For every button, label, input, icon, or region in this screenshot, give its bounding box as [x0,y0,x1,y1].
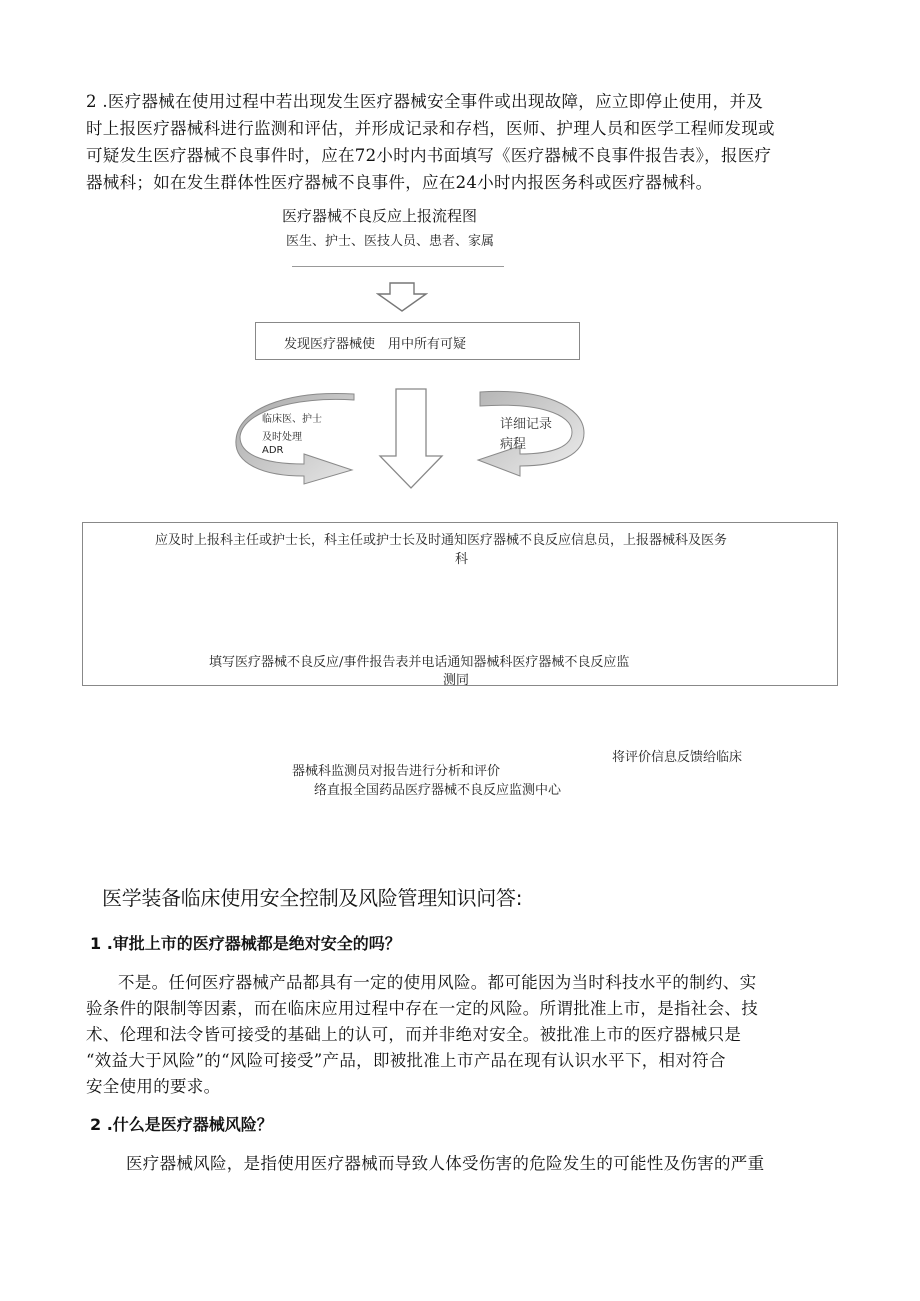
answer-1-line: 术、伦理和法令皆可接受的基础上的认可，而并非绝对安全。被批准上市的医疗器械只是 [86,1025,742,1044]
answer-1-line: 验条件的限制等因素，而在临床应用过程中存在一定的风险。所谓批准上市，是指社会、技 [86,999,758,1018]
intro-line: 器械科；如在发生群体性医疗器械不良事件，应在24小时内报医务科或医疗器械科。 [86,173,713,192]
intro-line: 可疑发生医疗器械不良事件时，应在72小时内书面填写《医疗器械不良事件报告表》，报医疗 [86,146,772,165]
reporters-text: 医生、护士、医技人员、患者、家属 [286,234,495,249]
report-box [82,522,838,686]
answer-1-line: “效益大于风险”的“风险可接受”产品，即被批准上市产品在现有认识水平下，相对符合 [86,1051,726,1070]
left-arc-text [262,413,322,457]
left-arc-line: 及时处理 [262,432,302,443]
intro-line: 2 .医疗器械在使用过程中若出现发生医疗器械安全事件或出现故障，应立即停止使用，并及 [86,92,764,111]
discover-text: 发现医疗器械使 用中所有可疑 [284,337,467,352]
answer-1-line: 不是。任何医疗器械产品都具有一定的使用风险。都可能因为当时科技水平的制约、实 [118,973,757,992]
long-down-arrow-icon [378,388,444,490]
national-report-text: 络直报全国药品医疗器械不良反应监测中心 [314,783,562,798]
right-arc-line: 病程 [500,437,527,452]
question-1-title: 1 .审批上市的医疗器械都是绝对安全的吗？ [90,934,401,953]
right-arc-line: 详细记录 [500,417,553,432]
fill-form-text: 测同 [443,673,470,688]
question-2-title: 2 .什么是医疗器械风险？ [90,1115,273,1134]
divider-line [292,266,504,267]
report-text: 应及时上报科主任或护士长，科主任或护士长及时通知医疗器械不良反应信息员，上报器械科及医务 [155,533,728,548]
left-arc-line: ADR [262,445,284,456]
discover-box [255,322,580,360]
feedback-text: 将评价信息反馈给临床 [612,750,743,765]
down-arrow-icon [376,282,428,312]
analysis-text: 器械科监测员对报告进行分析和评价 [292,764,501,779]
fill-form-text: 填写医疗器械不良反应/事件报告表并电话通知器械科医疗器械不良反应监 [209,655,630,670]
right-arc-text [500,415,552,455]
intro-line: 时上报医疗器械科进行监测和评估，并形成记录和存档，医师、护理人员和医学工程师发现或 [86,119,775,138]
answer-2-line: 医疗器械风险，是指使用医疗器械而导致人体受伤害的危险发生的可能性及伤害的严重 [126,1154,765,1173]
report-text: 科 [455,552,469,567]
flowchart-title: 医疗器械不良反应上报流程图 [282,207,478,225]
qa-heading: 医学装备临床使用安全控制及风险管理知识问答: [102,886,523,910]
answer-1-line: 安全使用的要求。 [86,1077,221,1096]
left-arc-line: 临床医、护士 [262,414,322,425]
